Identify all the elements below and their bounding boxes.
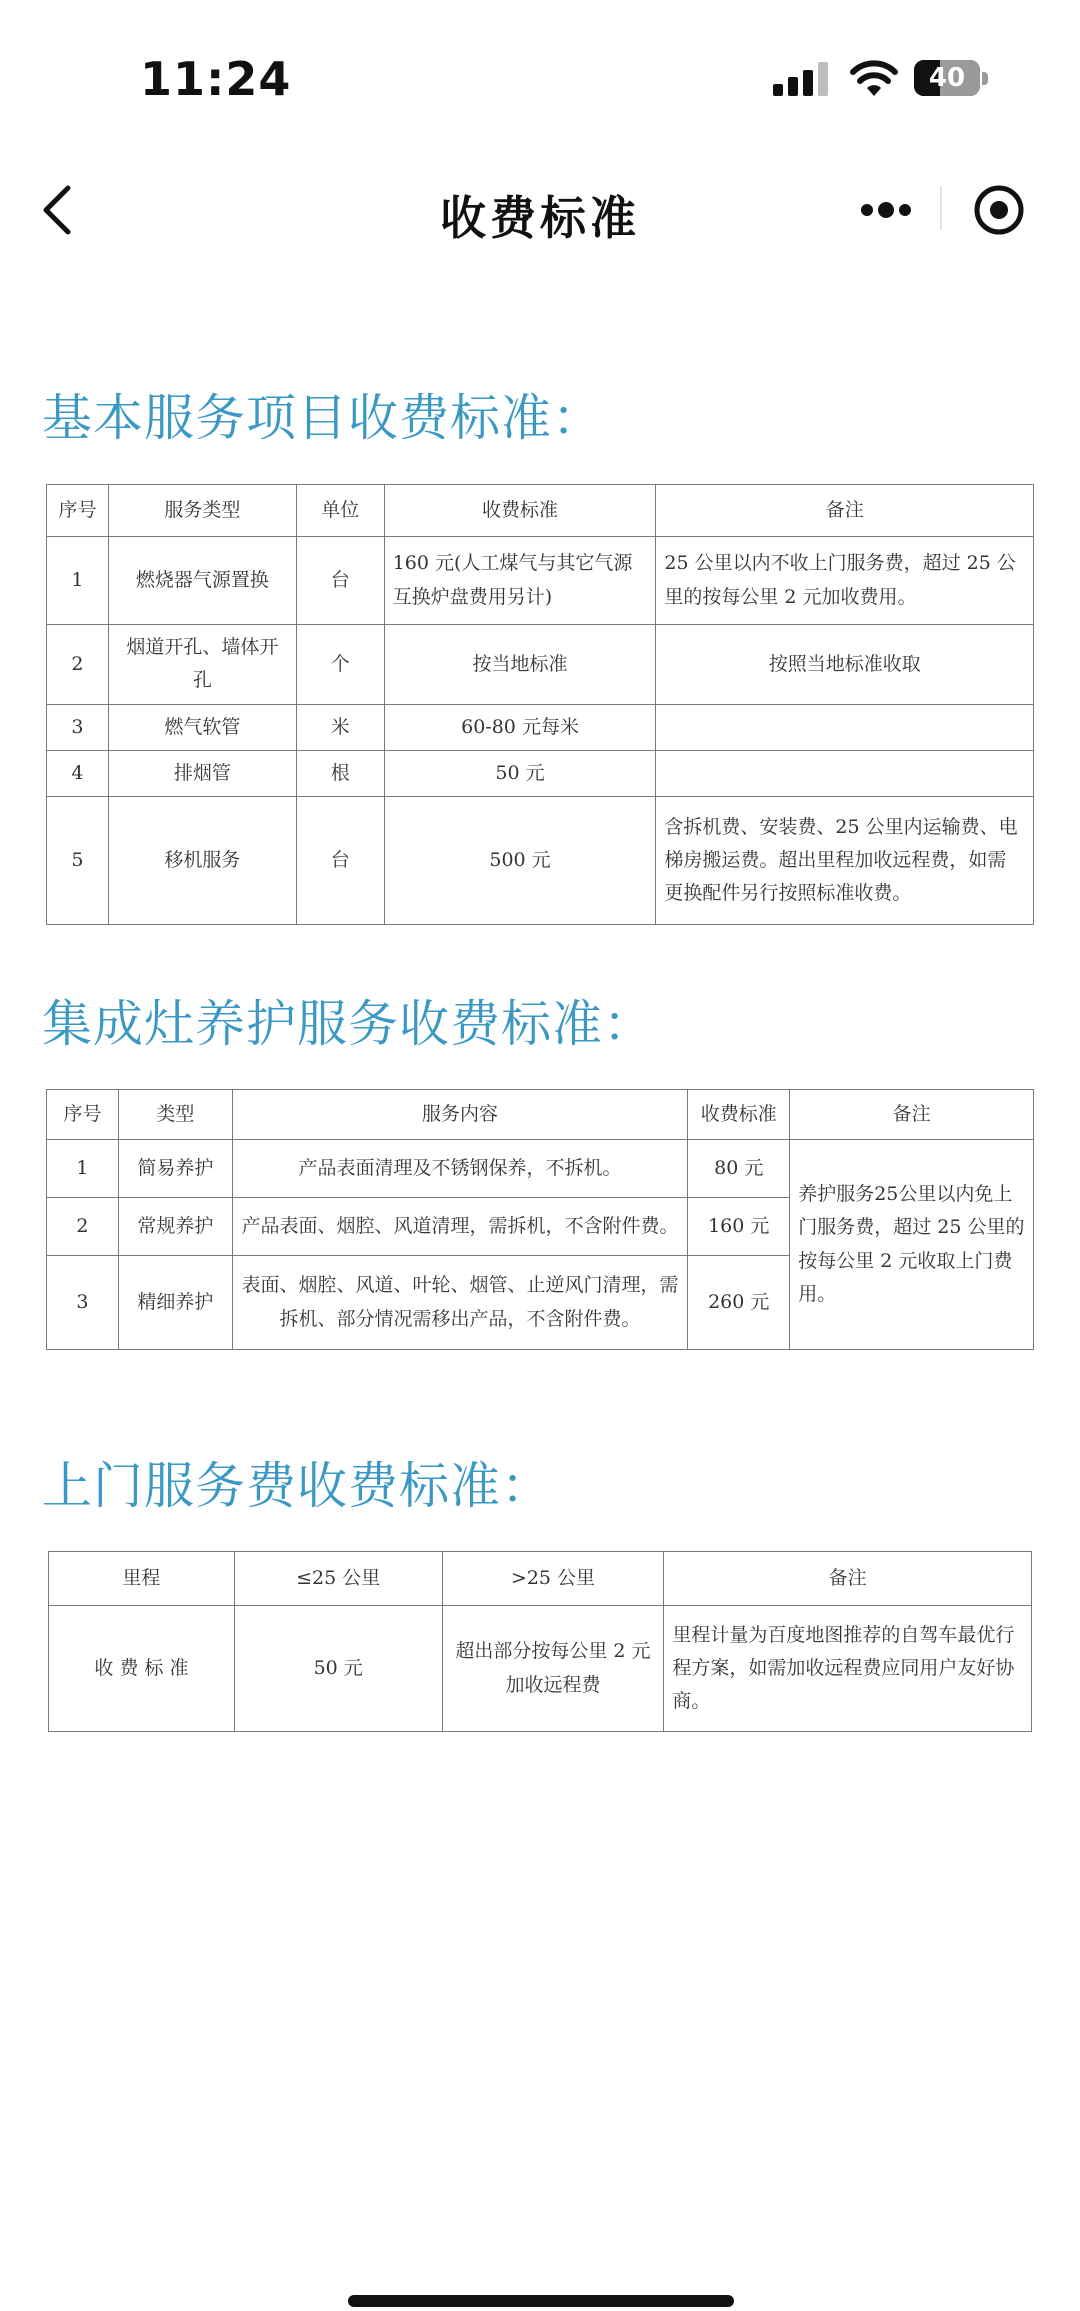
header-cell: 备注 [656,485,1034,537]
table-cell: 260 元 [688,1256,790,1350]
table-cell: 按当地标准 [384,625,656,705]
battery-icon [914,60,990,98]
table-cell: 50 元 [384,750,656,796]
table-cell: 精细养护 [118,1256,232,1350]
header-cell: 单位 [296,485,384,537]
table-cell: 160 元 [688,1198,790,1256]
header-cell: 序号 [47,485,109,537]
maintenance-table [46,1089,1034,1350]
table-cell: 按照当地标准收取 [656,625,1034,705]
section-heading-house-call: 上门服务费收费标准： [42,1457,552,1515]
table-cell: 个 [296,625,384,705]
table-cell: 常规养护 [118,1198,232,1256]
table-cell: 160 元(人工煤气与其它气源互换炉盘费用另计) [384,537,656,625]
table-cell: 80 元 [688,1140,790,1198]
table-cell: 5 [47,797,109,925]
table-cell: 台 [296,797,384,925]
header-cell: 服务内容 [232,1090,687,1140]
table-header-row [47,485,1034,537]
table-cell: 燃气软管 [108,704,296,750]
capsule-divider [940,186,942,230]
status-bar [0,0,1080,150]
table-cell: 里程计量为百度地图推荐的自驾车最优行程方案，如需加收远程费应同用户友好协商。 [664,1606,1032,1732]
header-cell: 备注 [664,1552,1032,1606]
page-title: 收费标准 [440,191,640,245]
section-heading-basic-services: 基本服务项目收费标准： [42,389,603,447]
table-cell [656,704,1034,750]
table-row [47,1140,1034,1198]
table-row [47,537,1034,625]
header-cell: 类型 [118,1090,232,1140]
table-cell: 2 [47,625,109,705]
table-cell: 移机服务 [108,797,296,925]
table-cell: 25 公里以内不收上门服务费，超过 25 公里的按每公里 2 元加收费用。 [656,537,1034,625]
table-cell: 燃烧器气源置换 [108,537,296,625]
table-cell: 收 费 标 准 [49,1606,235,1732]
table-cell: 1 [47,1140,119,1198]
wifi-icon [850,58,898,98]
status-time: 11:24 [140,52,292,106]
table-row [49,1606,1032,1732]
header-cell: 服务类型 [108,485,296,537]
table-cell: 简易养护 [118,1140,232,1198]
table-cell: 米 [296,704,384,750]
header-cell: 备注 [790,1090,1034,1140]
table-cell: 2 [47,1198,119,1256]
table-cell: 500 元 [384,797,656,925]
table-cell: 养护服务25公里以内免上门服务费，超过 25 公里的按每公里 2 元收取上门费用。 [790,1140,1034,1350]
header-cell: 里程 [49,1552,235,1606]
table-cell: 3 [47,1256,119,1350]
header-cell: 收费标准 [688,1090,790,1140]
more-icon[interactable] [858,192,914,228]
cellular-signal-icon [773,62,829,96]
table-row [47,625,1034,705]
header-cell: ≤25 公里 [234,1552,442,1606]
table-header-row [47,1090,1034,1140]
table-header-row [49,1552,1032,1606]
battery-level: 40 [928,63,966,93]
nav-bar [0,160,1080,260]
table-cell: 台 [296,537,384,625]
table-row [47,797,1034,925]
table-cell: 表面、烟腔、风道、叶轮、烟管、止逆风门清理，需拆机、部分情况需移出产品，不含附件费。 [232,1256,687,1350]
table-row [47,704,1034,750]
header-cell: 收费标准 [384,485,656,537]
section-heading-maintenance: 集成灶养护服务收费标准： [42,995,654,1053]
table-cell [656,750,1034,796]
home-indicator[interactable] [348,2295,734,2307]
table-row [47,750,1034,796]
table-cell: 含拆机费、安装费、25 公里内运输费、电梯房搬运费。超出里程加收远程费，如需更换配件另行按照标准收费。 [656,797,1034,925]
close-mini-program-icon[interactable] [973,184,1025,236]
table-cell: 根 [296,750,384,796]
table-cell: 3 [47,704,109,750]
table-cell: 50 元 [234,1606,442,1732]
header-cell: >25 公里 [442,1552,664,1606]
table-cell: 4 [47,750,109,796]
header-cell: 序号 [47,1090,119,1140]
table-cell: 60-80 元每米 [384,704,656,750]
basic-services-table [46,484,1034,925]
table-cell: 烟道开孔、墙体开孔 [108,625,296,705]
table-cell: 超出部分按每公里 2 元加收远程费 [442,1606,664,1732]
table-cell: 1 [47,537,109,625]
table-cell: 产品表面清理及不锈钢保养，不拆机。 [232,1140,687,1198]
table-cell: 产品表面、烟腔、风道清理，需拆机，不含附件费。 [232,1198,687,1256]
house-call-table [48,1551,1032,1732]
table-cell: 排烟管 [108,750,296,796]
